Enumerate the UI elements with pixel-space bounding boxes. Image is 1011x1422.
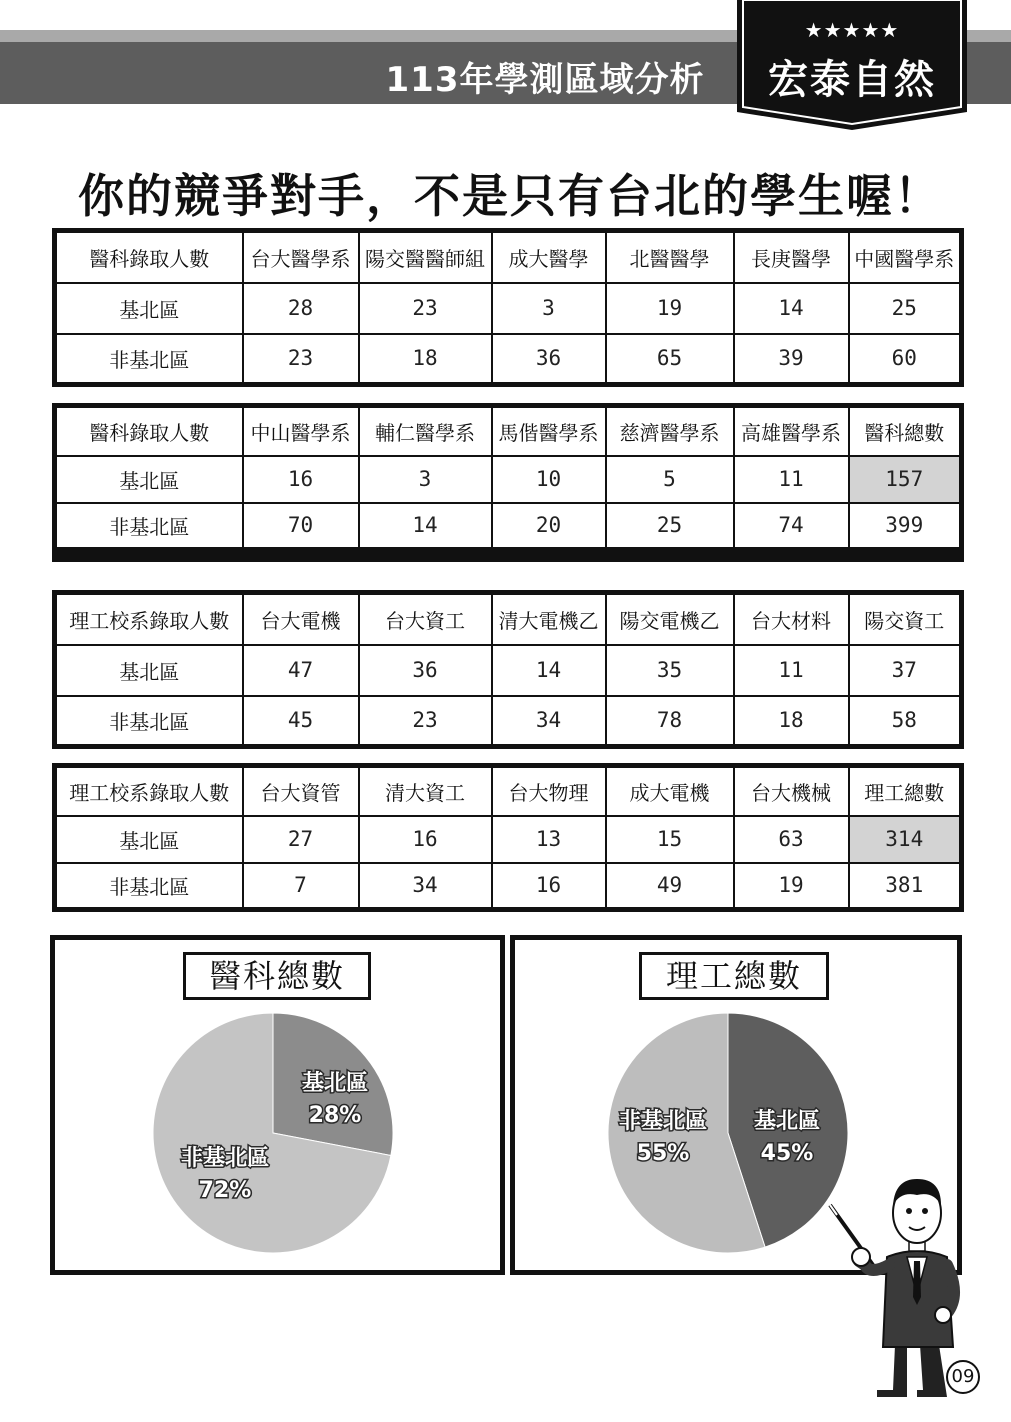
page-number: 09	[946, 1360, 980, 1394]
engineering-total-cell: 381	[849, 863, 962, 910]
medical-table-1	[52, 228, 964, 387]
table-cell: 45	[243, 696, 359, 747]
table-cell: 25	[849, 283, 962, 334]
table-cell: 19	[734, 863, 849, 910]
table-cell: 18	[734, 696, 849, 747]
table-header-cell: 醫科錄取人數	[55, 231, 243, 283]
table-cell: 78	[606, 696, 734, 747]
table-header-cell: 中山醫學系	[243, 406, 359, 456]
table-header-cell: 醫科錄取人數	[55, 406, 243, 456]
table-header-cell: 中國醫學系	[849, 231, 962, 283]
row-label: 非基北區	[55, 334, 243, 385]
table-cell: 14	[359, 503, 492, 550]
table-header-cell: 台大電機	[243, 593, 359, 645]
table-header-cell: 長庚醫學	[734, 231, 849, 283]
table-header-cell: 清大資工	[359, 766, 492, 816]
chart-title: 理工總數	[639, 952, 829, 1000]
table-cell: 19	[606, 283, 734, 334]
table-cell: 10	[492, 456, 606, 503]
table-divider-bar	[52, 548, 964, 562]
table-header-cell: 陽交醫醫師組	[359, 231, 492, 283]
table-header-cell: 理工校系錄取人數	[55, 593, 243, 645]
pie-percent-label: 45%	[760, 1141, 814, 1166]
table-cell: 7	[243, 863, 359, 910]
table-header-cell: 台大材料	[734, 593, 849, 645]
badge-stars-icon: ★★★★★	[804, 18, 900, 42]
pie-category-label: 非基北區	[180, 1146, 270, 1171]
row-label: 基北區	[55, 816, 243, 863]
table-cell: 23	[243, 334, 359, 385]
table-cell: 63	[734, 816, 849, 863]
table-header-cell: 清大電機乙	[492, 593, 606, 645]
brand-name: 宏泰自然	[768, 57, 936, 103]
table-cell: 34	[492, 696, 606, 747]
table-cell: 34	[359, 863, 492, 910]
pie-percent-label: 55%	[636, 1141, 690, 1166]
chart-title: 醫科總數	[183, 952, 371, 1000]
table-cell: 18	[359, 334, 492, 385]
headline: 你的競爭對手，不是只有台北的學生喔！	[78, 169, 942, 223]
row-label: 基北區	[55, 645, 243, 696]
table-header-cell: 北醫醫學	[606, 231, 734, 283]
table-header-cell: 高雄醫學系	[734, 406, 849, 456]
table-header-cell: 台大資工	[359, 593, 492, 645]
table-header-cell: 台大資管	[243, 766, 359, 816]
engineering-table-1	[52, 590, 964, 749]
pie-percent-label: 72%	[198, 1178, 252, 1203]
pie-category-label: 非基北區	[618, 1109, 708, 1134]
table-cell: 36	[492, 334, 606, 385]
table-header-cell: 陽交電機乙	[606, 593, 734, 645]
medical-chart-panel	[50, 935, 505, 1275]
table-cell: 58	[849, 696, 962, 747]
table-header-cell: 台大醫學系	[243, 231, 359, 283]
table-cell: 49	[606, 863, 734, 910]
table-header-cell: 陽交資工	[849, 593, 962, 645]
table-cell: 16	[359, 816, 492, 863]
table-cell: 16	[492, 863, 606, 910]
table-header-cell: 成大醫學	[492, 231, 606, 283]
table-cell: 35	[606, 645, 734, 696]
pie-category-label: 基北區	[753, 1109, 821, 1134]
row-label: 非基北區	[55, 503, 243, 550]
table-cell: 11	[734, 645, 849, 696]
table-cell: 14	[734, 283, 849, 334]
table-cell: 16	[243, 456, 359, 503]
table-cell: 65	[606, 334, 734, 385]
row-label: 非基北區	[55, 696, 243, 747]
table-header-cell: 理工校系錄取人數	[55, 766, 243, 816]
table-cell: 11	[734, 456, 849, 503]
page-header-title: 113年學測區域分析	[385, 60, 705, 100]
pie-category-label: 基北區	[301, 1071, 369, 1096]
table-cell: 5	[606, 456, 734, 503]
table-header-cell: 台大物理	[492, 766, 606, 816]
table-cell: 20	[492, 503, 606, 550]
table-cell: 14	[492, 645, 606, 696]
table-header-cell: 台大機械	[734, 766, 849, 816]
table-cell: 60	[849, 334, 962, 385]
table-cell: 23	[359, 696, 492, 747]
medical-table-2	[52, 403, 964, 552]
table-header-cell: 輔仁醫學系	[359, 406, 492, 456]
table-header-cell: 醫科總數	[849, 406, 962, 456]
table-header-cell: 慈濟醫學系	[606, 406, 734, 456]
table-header-cell: 馬偕醫學系	[492, 406, 606, 456]
table-cell: 74	[734, 503, 849, 550]
table-cell: 37	[849, 645, 962, 696]
table-header-cell: 理工總數	[849, 766, 962, 816]
row-label: 基北區	[55, 283, 243, 334]
table-header-cell: 成大電機	[606, 766, 734, 816]
table-cell: 27	[243, 816, 359, 863]
medical-total-cell: 399	[849, 503, 962, 550]
medical-pie-chart	[55, 940, 500, 1270]
table-cell: 28	[243, 283, 359, 334]
table-cell: 25	[606, 503, 734, 550]
table-cell: 39	[734, 334, 849, 385]
table-cell: 3	[359, 456, 492, 503]
row-label: 基北區	[55, 456, 243, 503]
table-cell: 47	[243, 645, 359, 696]
medical-total-cell: 157	[849, 456, 962, 503]
row-label: 非基北區	[55, 863, 243, 910]
table-cell: 3	[492, 283, 606, 334]
table-cell: 70	[243, 503, 359, 550]
table-cell: 36	[359, 645, 492, 696]
brand-badge	[737, 0, 967, 130]
engineering-total-cell: 314	[849, 816, 962, 863]
table-cell: 13	[492, 816, 606, 863]
table-cell: 15	[606, 816, 734, 863]
pie-percent-label: 28%	[308, 1103, 362, 1128]
engineering-table-2	[52, 763, 964, 912]
table-cell: 23	[359, 283, 492, 334]
